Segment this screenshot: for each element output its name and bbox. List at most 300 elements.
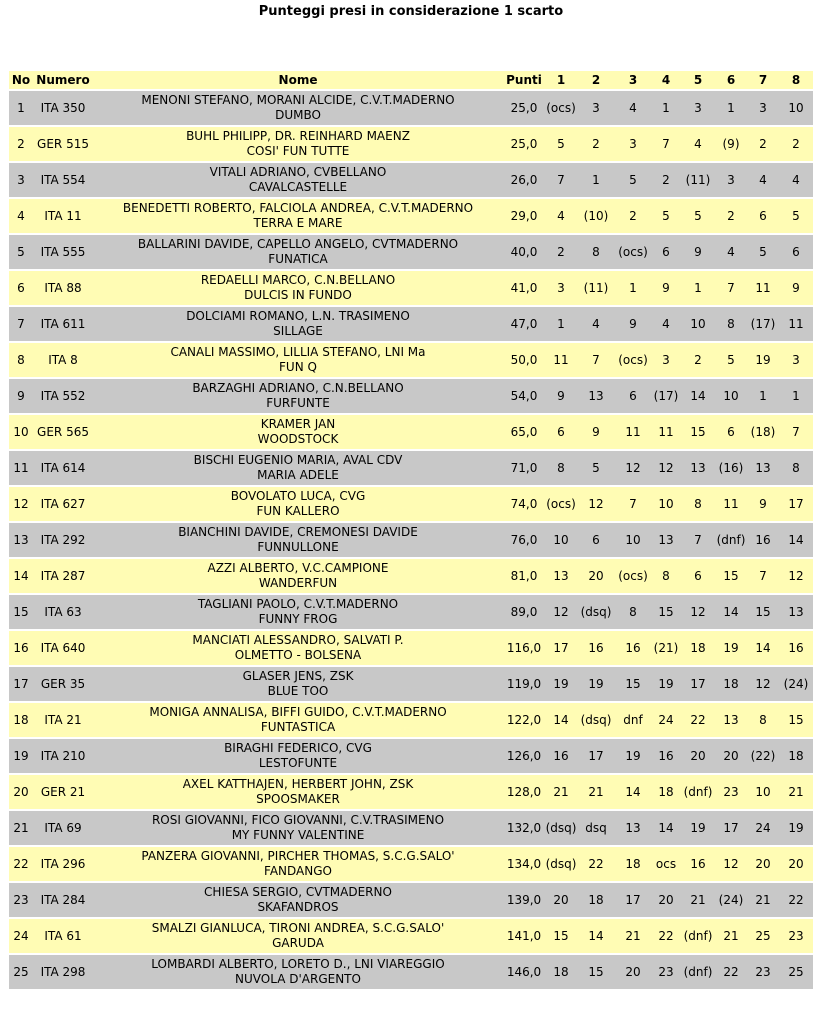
sail-number-cell: ITA 350 bbox=[33, 91, 93, 125]
sail-number-cell: ITA 640 bbox=[33, 631, 93, 665]
total-points-cell: 132,0 bbox=[503, 811, 545, 845]
race-1-score-cell: 9 bbox=[545, 379, 577, 413]
race-7-score-cell: 5 bbox=[747, 235, 779, 269]
race-3-score-cell: 12 bbox=[615, 451, 651, 485]
boat-name: DULCIS IN FUNDO bbox=[244, 288, 352, 302]
total-points-cell: 126,0 bbox=[503, 739, 545, 773]
race-8-score-cell: 1 bbox=[779, 379, 813, 413]
boat-name: FUN Q bbox=[279, 360, 317, 374]
race-7-score-cell: 24 bbox=[747, 811, 779, 845]
race-2-score-cell: 13 bbox=[577, 379, 615, 413]
table-row bbox=[9, 631, 813, 665]
table-row bbox=[9, 91, 813, 125]
name-cell bbox=[93, 379, 503, 413]
table-row bbox=[9, 307, 813, 341]
race-3-score-cell: 10 bbox=[615, 523, 651, 557]
sail-number-cell: ITA 554 bbox=[33, 163, 93, 197]
total-points-cell: 65,0 bbox=[503, 415, 545, 449]
race-4-score-cell: 12 bbox=[651, 451, 681, 485]
race-4-score-cell: 15 bbox=[651, 595, 681, 629]
race-7-score-cell: 12 bbox=[747, 667, 779, 701]
race-1-score-cell: 19 bbox=[545, 667, 577, 701]
name-cell bbox=[93, 163, 503, 197]
race-2-score-cell: (10) bbox=[577, 199, 615, 233]
crew-names: BIANCHINI DAVIDE, CREMONESI DAVIDE bbox=[178, 525, 418, 539]
race-3-score-cell: 17 bbox=[615, 883, 651, 917]
race-2-score-cell: 8 bbox=[577, 235, 615, 269]
header-race-5: 5 bbox=[681, 71, 715, 89]
race-2-score-cell: 2 bbox=[577, 127, 615, 161]
race-4-score-cell: 13 bbox=[651, 523, 681, 557]
race-4-score-cell: ocs bbox=[651, 847, 681, 881]
race-5-score-cell: 3 bbox=[681, 91, 715, 125]
race-4-score-cell: (17) bbox=[651, 379, 681, 413]
race-5-score-cell: 22 bbox=[681, 703, 715, 737]
race-4-score-cell: 16 bbox=[651, 739, 681, 773]
race-1-score-cell: 5 bbox=[545, 127, 577, 161]
race-7-score-cell: 21 bbox=[747, 883, 779, 917]
race-8-score-cell: 10 bbox=[779, 91, 813, 125]
header-race-6: 6 bbox=[715, 71, 747, 89]
race-1-score-cell: 17 bbox=[545, 631, 577, 665]
race-6-score-cell: 18 bbox=[715, 667, 747, 701]
table-row bbox=[9, 379, 813, 413]
race-7-score-cell: (22) bbox=[747, 739, 779, 773]
crew-names: CANALI MASSIMO, LILLIA STEFANO, LNI Ma bbox=[170, 345, 426, 359]
crew-names: AZZI ALBERTO, V.C.CAMPIONE bbox=[207, 561, 389, 575]
race-1-score-cell: 11 bbox=[545, 343, 577, 377]
rank-cell: 9 bbox=[9, 379, 33, 413]
results-table bbox=[9, 69, 813, 991]
header-numero: Numero bbox=[33, 71, 93, 89]
sail-number-cell: ITA 627 bbox=[33, 487, 93, 521]
crew-names: BALLARINI DAVIDE, CAPELLO ANGELO, CVTMADERNO bbox=[137, 237, 459, 251]
race-8-score-cell: 7 bbox=[779, 415, 813, 449]
rank-cell: 15 bbox=[9, 595, 33, 629]
race-5-score-cell: (11) bbox=[681, 163, 715, 197]
race-2-score-cell: dsq bbox=[577, 811, 615, 845]
header-punti: Punti bbox=[503, 71, 545, 89]
race-1-score-cell: 3 bbox=[545, 271, 577, 305]
race-2-score-cell: 12 bbox=[577, 487, 615, 521]
race-7-score-cell: 7 bbox=[747, 559, 779, 593]
race-7-score-cell: 4 bbox=[747, 163, 779, 197]
total-points-cell: 25,0 bbox=[503, 91, 545, 125]
race-3-score-cell: 8 bbox=[615, 595, 651, 629]
race-8-score-cell: 23 bbox=[779, 919, 813, 953]
crew-names: PANZERA GIOVANNI, PIRCHER THOMAS, S.C.G.SALO' bbox=[141, 849, 455, 863]
total-points-cell: 41,0 bbox=[503, 271, 545, 305]
crew-names: MANCIATI ALESSANDRO, SALVATI P. bbox=[192, 633, 404, 647]
sail-number-cell: ITA 210 bbox=[33, 739, 93, 773]
race-7-score-cell: 3 bbox=[747, 91, 779, 125]
table-row bbox=[9, 271, 813, 305]
race-4-score-cell: 18 bbox=[651, 775, 681, 809]
boat-name: FUNNY FROG bbox=[258, 612, 338, 626]
table-row bbox=[9, 487, 813, 521]
rank-cell: 17 bbox=[9, 667, 33, 701]
sail-number-cell: ITA 552 bbox=[33, 379, 93, 413]
boat-name: SPOOSMAKER bbox=[256, 792, 340, 806]
race-3-score-cell: 2 bbox=[615, 199, 651, 233]
race-3-score-cell: 20 bbox=[615, 955, 651, 989]
table-row bbox=[9, 235, 813, 269]
race-6-score-cell: 11 bbox=[715, 487, 747, 521]
race-7-score-cell: 23 bbox=[747, 955, 779, 989]
sail-number-cell: ITA 614 bbox=[33, 451, 93, 485]
race-8-score-cell: 19 bbox=[779, 811, 813, 845]
boat-name: FUNNULLONE bbox=[257, 540, 339, 554]
total-points-cell: 128,0 bbox=[503, 775, 545, 809]
crew-names: MENONI STEFANO, MORANI ALCIDE, C.V.T.MADERNO bbox=[141, 93, 455, 107]
race-8-score-cell: 4 bbox=[779, 163, 813, 197]
race-1-score-cell: 12 bbox=[545, 595, 577, 629]
rank-cell: 10 bbox=[9, 415, 33, 449]
race-6-score-cell: 17 bbox=[715, 811, 747, 845]
race-6-score-cell: 13 bbox=[715, 703, 747, 737]
table-row bbox=[9, 703, 813, 737]
table-row bbox=[9, 199, 813, 233]
race-7-score-cell: 25 bbox=[747, 919, 779, 953]
crew-names: BENEDETTI ROBERTO, FALCIOLA ANDREA, C.V.T.MADERNO bbox=[122, 201, 474, 215]
race-3-score-cell: 14 bbox=[615, 775, 651, 809]
race-4-score-cell: 6 bbox=[651, 235, 681, 269]
crew-names: SMALZI GIANLUCA, TIRONI ANDREA, S.C.G.SALO' bbox=[151, 921, 445, 935]
header-race-7: 7 bbox=[747, 71, 779, 89]
sail-number-cell: ITA 21 bbox=[33, 703, 93, 737]
boat-name: MY FUNNY VALENTINE bbox=[231, 828, 365, 842]
table-row bbox=[9, 955, 813, 989]
race-2-score-cell: 9 bbox=[577, 415, 615, 449]
table-row bbox=[9, 883, 813, 917]
race-8-score-cell: 25 bbox=[779, 955, 813, 989]
crew-names: BARZAGHI ADRIANO, C.N.BELLANO bbox=[192, 381, 404, 395]
total-points-cell: 122,0 bbox=[503, 703, 545, 737]
race-7-score-cell: 16 bbox=[747, 523, 779, 557]
boat-name: FANDANGO bbox=[264, 864, 332, 878]
race-4-score-cell: 5 bbox=[651, 199, 681, 233]
crew-names: BIRAGHI FEDERICO, CVG bbox=[224, 741, 372, 755]
header-race-4: 4 bbox=[651, 71, 681, 89]
race-1-score-cell: (dsq) bbox=[545, 811, 577, 845]
race-2-score-cell: 20 bbox=[577, 559, 615, 593]
crew-names: TAGLIANI PAOLO, C.V.T.MADERNO bbox=[197, 597, 399, 611]
race-3-score-cell: 5 bbox=[615, 163, 651, 197]
race-6-score-cell: 12 bbox=[715, 847, 747, 881]
race-6-score-cell: 4 bbox=[715, 235, 747, 269]
race-7-score-cell: 15 bbox=[747, 595, 779, 629]
race-7-score-cell: 6 bbox=[747, 199, 779, 233]
race-5-score-cell: 20 bbox=[681, 739, 715, 773]
race-1-score-cell: 18 bbox=[545, 955, 577, 989]
race-6-score-cell: 22 bbox=[715, 955, 747, 989]
race-3-score-cell: 9 bbox=[615, 307, 651, 341]
race-3-score-cell: 7 bbox=[615, 487, 651, 521]
rank-cell: 6 bbox=[9, 271, 33, 305]
race-6-score-cell: 23 bbox=[715, 775, 747, 809]
race-3-score-cell: 19 bbox=[615, 739, 651, 773]
race-4-score-cell: 23 bbox=[651, 955, 681, 989]
rank-cell: 8 bbox=[9, 343, 33, 377]
table-row bbox=[9, 775, 813, 809]
total-points-cell: 116,0 bbox=[503, 631, 545, 665]
race-6-score-cell: 20 bbox=[715, 739, 747, 773]
total-points-cell: 29,0 bbox=[503, 199, 545, 233]
race-4-score-cell: 2 bbox=[651, 163, 681, 197]
table-row bbox=[9, 163, 813, 197]
table-row bbox=[9, 847, 813, 881]
sail-number-cell: ITA 88 bbox=[33, 271, 93, 305]
name-cell bbox=[93, 559, 503, 593]
race-6-score-cell: (dnf) bbox=[715, 523, 747, 557]
race-3-score-cell: 4 bbox=[615, 91, 651, 125]
rank-cell: 2 bbox=[9, 127, 33, 161]
race-6-score-cell: 1 bbox=[715, 91, 747, 125]
race-8-score-cell: 8 bbox=[779, 451, 813, 485]
race-1-score-cell: 7 bbox=[545, 163, 577, 197]
race-3-score-cell: 6 bbox=[615, 379, 651, 413]
name-cell bbox=[93, 667, 503, 701]
race-7-score-cell: (17) bbox=[747, 307, 779, 341]
race-8-score-cell: 17 bbox=[779, 487, 813, 521]
total-points-cell: 89,0 bbox=[503, 595, 545, 629]
crew-names: DOLCIAMI ROMANO, L.N. TRASIMENO bbox=[186, 309, 410, 323]
crew-names: MONIGA ANNALISA, BIFFI GUIDO, C.V.T.MADERNO bbox=[149, 705, 447, 719]
race-3-score-cell: dnf bbox=[615, 703, 651, 737]
boat-name: SILLAGE bbox=[273, 324, 323, 338]
name-cell bbox=[93, 487, 503, 521]
crew-names: KRAMER JAN bbox=[260, 417, 336, 431]
sail-number-cell: ITA 284 bbox=[33, 883, 93, 917]
name-cell bbox=[93, 595, 503, 629]
race-4-score-cell: 14 bbox=[651, 811, 681, 845]
header-race-2: 2 bbox=[577, 71, 615, 89]
race-4-score-cell: 11 bbox=[651, 415, 681, 449]
race-2-score-cell: 7 bbox=[577, 343, 615, 377]
race-6-score-cell: 21 bbox=[715, 919, 747, 953]
total-points-cell: 40,0 bbox=[503, 235, 545, 269]
race-6-score-cell: 6 bbox=[715, 415, 747, 449]
race-5-score-cell: 8 bbox=[681, 487, 715, 521]
name-cell bbox=[93, 127, 503, 161]
name-cell bbox=[93, 451, 503, 485]
race-3-score-cell: 3 bbox=[615, 127, 651, 161]
sail-number-cell: GER 35 bbox=[33, 667, 93, 701]
race-1-score-cell: 20 bbox=[545, 883, 577, 917]
table-row bbox=[9, 919, 813, 953]
race-3-score-cell: 18 bbox=[615, 847, 651, 881]
rank-cell: 13 bbox=[9, 523, 33, 557]
boat-name: OLMETTO - BOLSENA bbox=[234, 648, 362, 662]
race-2-score-cell: 16 bbox=[577, 631, 615, 665]
race-4-score-cell: 7 bbox=[651, 127, 681, 161]
boat-name: SKAFANDROS bbox=[257, 900, 339, 914]
total-points-cell: 134,0 bbox=[503, 847, 545, 881]
race-6-score-cell: 14 bbox=[715, 595, 747, 629]
race-5-score-cell: 15 bbox=[681, 415, 715, 449]
total-points-cell: 50,0 bbox=[503, 343, 545, 377]
race-3-score-cell: 13 bbox=[615, 811, 651, 845]
race-3-score-cell: 11 bbox=[615, 415, 651, 449]
name-cell bbox=[93, 307, 503, 341]
race-2-score-cell: 17 bbox=[577, 739, 615, 773]
race-2-score-cell: (11) bbox=[577, 271, 615, 305]
name-cell bbox=[93, 775, 503, 809]
header-no: No bbox=[9, 71, 33, 89]
race-5-score-cell: 4 bbox=[681, 127, 715, 161]
table-row bbox=[9, 739, 813, 773]
crew-names: ROSI GIOVANNI, FICO GIOVANNI, C.V.TRASIMENO bbox=[151, 813, 445, 827]
race-2-score-cell: 21 bbox=[577, 775, 615, 809]
race-8-score-cell: 14 bbox=[779, 523, 813, 557]
boat-name: TERRA E MARE bbox=[253, 216, 343, 230]
race-5-score-cell: 17 bbox=[681, 667, 715, 701]
race-2-score-cell: 15 bbox=[577, 955, 615, 989]
race-1-score-cell: 1 bbox=[545, 307, 577, 341]
rank-cell: 20 bbox=[9, 775, 33, 809]
race-1-score-cell: 21 bbox=[545, 775, 577, 809]
total-points-cell: 141,0 bbox=[503, 919, 545, 953]
rank-cell: 14 bbox=[9, 559, 33, 593]
race-5-score-cell: 16 bbox=[681, 847, 715, 881]
race-1-score-cell: (ocs) bbox=[545, 91, 577, 125]
race-2-score-cell: 3 bbox=[577, 91, 615, 125]
crew-names: AXEL KATTHAJEN, HERBERT JOHN, ZSK bbox=[182, 777, 414, 791]
race-2-score-cell: (dsq) bbox=[577, 703, 615, 737]
race-1-score-cell: 8 bbox=[545, 451, 577, 485]
race-5-score-cell: (dnf) bbox=[681, 919, 715, 953]
crew-names: GLASER JENS, ZSK bbox=[242, 669, 354, 683]
rank-cell: 12 bbox=[9, 487, 33, 521]
rank-cell: 23 bbox=[9, 883, 33, 917]
boat-name: CAVALCASTELLE bbox=[248, 180, 348, 194]
name-cell bbox=[93, 631, 503, 665]
name-cell bbox=[93, 235, 503, 269]
rank-cell: 3 bbox=[9, 163, 33, 197]
total-points-cell: 119,0 bbox=[503, 667, 545, 701]
sail-number-cell: ITA 8 bbox=[33, 343, 93, 377]
boat-name: BLUE TOO bbox=[267, 684, 329, 698]
sail-number-cell: ITA 287 bbox=[33, 559, 93, 593]
boat-name: FUN KALLERO bbox=[256, 504, 340, 518]
race-4-score-cell: 4 bbox=[651, 307, 681, 341]
race-2-score-cell: 18 bbox=[577, 883, 615, 917]
race-5-score-cell: (dnf) bbox=[681, 955, 715, 989]
sail-number-cell: ITA 611 bbox=[33, 307, 93, 341]
total-points-cell: 81,0 bbox=[503, 559, 545, 593]
rank-cell: 5 bbox=[9, 235, 33, 269]
boat-name: GARUDA bbox=[272, 936, 324, 950]
race-6-score-cell: 2 bbox=[715, 199, 747, 233]
total-points-cell: 26,0 bbox=[503, 163, 545, 197]
sail-number-cell: ITA 63 bbox=[33, 595, 93, 629]
race-6-score-cell: 7 bbox=[715, 271, 747, 305]
race-5-score-cell: 21 bbox=[681, 883, 715, 917]
results-body bbox=[9, 91, 813, 989]
rank-cell: 18 bbox=[9, 703, 33, 737]
race-5-score-cell: 18 bbox=[681, 631, 715, 665]
header-race-8: 8 bbox=[779, 71, 813, 89]
boat-name: WANDERFUN bbox=[258, 576, 338, 590]
race-6-score-cell: (16) bbox=[715, 451, 747, 485]
total-points-cell: 76,0 bbox=[503, 523, 545, 557]
race-1-score-cell: 2 bbox=[545, 235, 577, 269]
boat-name: FUNATICA bbox=[268, 252, 328, 266]
race-1-score-cell: 14 bbox=[545, 703, 577, 737]
race-7-score-cell: 1 bbox=[747, 379, 779, 413]
table-row bbox=[9, 595, 813, 629]
race-5-score-cell: 1 bbox=[681, 271, 715, 305]
race-7-score-cell: 13 bbox=[747, 451, 779, 485]
total-points-cell: 139,0 bbox=[503, 883, 545, 917]
total-points-cell: 54,0 bbox=[503, 379, 545, 413]
name-cell bbox=[93, 703, 503, 737]
race-5-score-cell: 2 bbox=[681, 343, 715, 377]
race-8-score-cell: 3 bbox=[779, 343, 813, 377]
race-4-score-cell: 1 bbox=[651, 91, 681, 125]
rank-cell: 7 bbox=[9, 307, 33, 341]
crew-names: LOMBARDI ALBERTO, LORETO D., LNI VIAREGGIO bbox=[151, 957, 445, 971]
boat-name: WOODSTOCK bbox=[257, 432, 339, 446]
race-5-score-cell: 13 bbox=[681, 451, 715, 485]
race-5-score-cell: 12 bbox=[681, 595, 715, 629]
rank-cell: 4 bbox=[9, 199, 33, 233]
name-cell bbox=[93, 739, 503, 773]
table-row bbox=[9, 343, 813, 377]
race-7-score-cell: 14 bbox=[747, 631, 779, 665]
race-3-score-cell: (ocs) bbox=[615, 559, 651, 593]
race-5-score-cell: 10 bbox=[681, 307, 715, 341]
sail-number-cell: ITA 61 bbox=[33, 919, 93, 953]
race-8-score-cell: 2 bbox=[779, 127, 813, 161]
race-2-score-cell: (dsq) bbox=[577, 595, 615, 629]
name-cell bbox=[93, 919, 503, 953]
race-8-score-cell: 5 bbox=[779, 199, 813, 233]
rank-cell: 24 bbox=[9, 919, 33, 953]
race-4-score-cell: 22 bbox=[651, 919, 681, 953]
name-cell bbox=[93, 955, 503, 989]
race-8-score-cell: 18 bbox=[779, 739, 813, 773]
name-cell bbox=[93, 847, 503, 881]
race-4-score-cell: 10 bbox=[651, 487, 681, 521]
header-race-1: 1 bbox=[545, 71, 577, 89]
rank-cell: 1 bbox=[9, 91, 33, 125]
sail-number-cell: ITA 11 bbox=[33, 199, 93, 233]
race-6-score-cell: 15 bbox=[715, 559, 747, 593]
sail-number-cell: ITA 555 bbox=[33, 235, 93, 269]
name-cell bbox=[93, 343, 503, 377]
boat-name: FURFUNTE bbox=[266, 396, 330, 410]
race-5-score-cell: 6 bbox=[681, 559, 715, 593]
sail-number-cell: ITA 69 bbox=[33, 811, 93, 845]
race-4-score-cell: 24 bbox=[651, 703, 681, 737]
table-row bbox=[9, 667, 813, 701]
race-8-score-cell: 9 bbox=[779, 271, 813, 305]
race-7-score-cell: 20 bbox=[747, 847, 779, 881]
name-cell bbox=[93, 199, 503, 233]
race-6-score-cell: 3 bbox=[715, 163, 747, 197]
header-race-3: 3 bbox=[615, 71, 651, 89]
race-4-score-cell: 19 bbox=[651, 667, 681, 701]
sail-number-cell: ITA 298 bbox=[33, 955, 93, 989]
race-5-score-cell: 5 bbox=[681, 199, 715, 233]
race-1-score-cell: 15 bbox=[545, 919, 577, 953]
table-row bbox=[9, 415, 813, 449]
total-points-cell: 71,0 bbox=[503, 451, 545, 485]
race-4-score-cell: 3 bbox=[651, 343, 681, 377]
race-2-score-cell: 22 bbox=[577, 847, 615, 881]
race-8-score-cell: 11 bbox=[779, 307, 813, 341]
